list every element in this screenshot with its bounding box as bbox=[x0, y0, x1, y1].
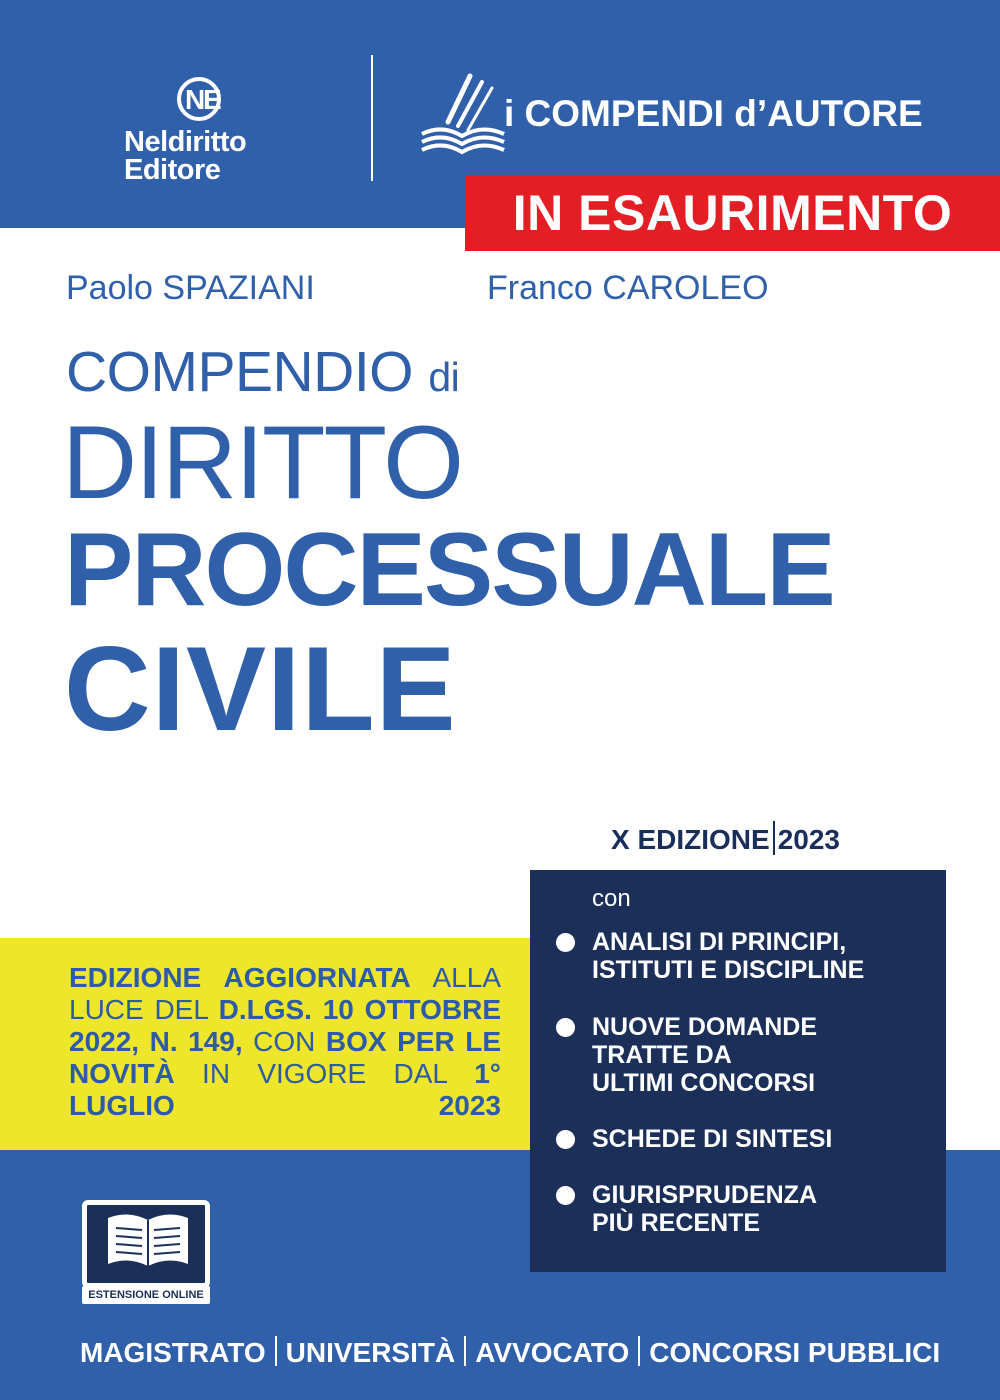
notice-part-1: EDIZIONE AGGIORNATA bbox=[69, 962, 411, 993]
bullet-icon bbox=[556, 1186, 575, 1205]
audience-item: UNIVERSITÀ bbox=[285, 1337, 456, 1368]
title-line-3: PROCESSUALE bbox=[64, 512, 834, 628]
feature-line: GIURISPRUDENZA bbox=[592, 1181, 818, 1209]
feature-line: SCHEDE DI SINTESI bbox=[592, 1125, 833, 1153]
online-extension-badge bbox=[82, 1200, 210, 1304]
open-book-lines-icon bbox=[418, 72, 508, 164]
notice-part-2: ALLA LUCE DEL bbox=[69, 962, 501, 1025]
audience-separator bbox=[638, 1336, 640, 1366]
notice-part-6: IN VIGORE DAL bbox=[174, 1058, 475, 1089]
edition-separator bbox=[773, 821, 775, 855]
author-1: Paolo SPAZIANI bbox=[66, 269, 315, 307]
update-notice-text bbox=[69, 962, 501, 1122]
feature-line: TRATTE DA bbox=[592, 1041, 732, 1069]
bullet-icon bbox=[556, 1130, 575, 1149]
header-divider bbox=[371, 55, 373, 181]
svg-text:E: E bbox=[203, 84, 222, 115]
notice-part-7: 1° LUGLIO 2023 bbox=[69, 1058, 501, 1121]
edition-year: 2023 bbox=[777, 824, 840, 855]
bullet-icon bbox=[556, 1018, 575, 1037]
notice-part-3: D.LGS. 10 OTTOBRE 2022, N. 149, bbox=[69, 994, 501, 1057]
edition-label bbox=[611, 820, 840, 860]
title-line-1 bbox=[66, 340, 459, 409]
edition-number: X EDIZIONE bbox=[611, 824, 770, 855]
feature-line: ANALISI DI PRINCIPI, bbox=[592, 928, 847, 956]
publisher-logo-icon bbox=[176, 76, 232, 122]
feature-line: NUOVE DOMANDE bbox=[592, 1013, 818, 1041]
open-book-icon bbox=[104, 1210, 192, 1272]
publisher-name bbox=[124, 128, 304, 184]
audience-separator bbox=[464, 1336, 466, 1366]
notice-part-5: BOX PER LE NOVITÀ bbox=[69, 1026, 501, 1089]
feature-line: ULTIMI CONCORSI bbox=[592, 1069, 816, 1097]
notice-part-4: CON bbox=[242, 1026, 326, 1057]
audience-item: MAGISTRATO bbox=[80, 1337, 266, 1368]
title-line-4: CIVILE bbox=[64, 622, 457, 756]
title-di: di bbox=[428, 354, 460, 400]
feature-line: ISTITUTI E DISCIPLINE bbox=[592, 956, 865, 984]
feature-line: PIÙ RECENTE bbox=[592, 1209, 761, 1237]
title-line-2: DIRITTO bbox=[62, 405, 463, 521]
out-of-stock-banner: IN ESAURIMENTO bbox=[465, 175, 1000, 251]
title-compendio: COMPENDIO bbox=[66, 340, 414, 404]
audience-line bbox=[80, 1333, 941, 1373]
publisher-name-line1: Neldiritto bbox=[124, 126, 247, 158]
series-name: i COMPENDI d’AUTORE bbox=[504, 93, 923, 134]
bullet-icon bbox=[556, 933, 575, 952]
features-intro: con bbox=[592, 885, 631, 912]
online-extension-label: ESTENSIONE ONLINE bbox=[82, 1286, 210, 1304]
publisher-name-line2: Editore bbox=[124, 154, 221, 186]
audience-separator bbox=[275, 1336, 277, 1366]
svg-text:N: N bbox=[185, 84, 206, 115]
author-2: Franco CAROLEO bbox=[487, 269, 769, 307]
audience-item: CONCORSI PUBBLICI bbox=[649, 1337, 941, 1368]
audience-item: AVVOCATO bbox=[475, 1337, 630, 1368]
